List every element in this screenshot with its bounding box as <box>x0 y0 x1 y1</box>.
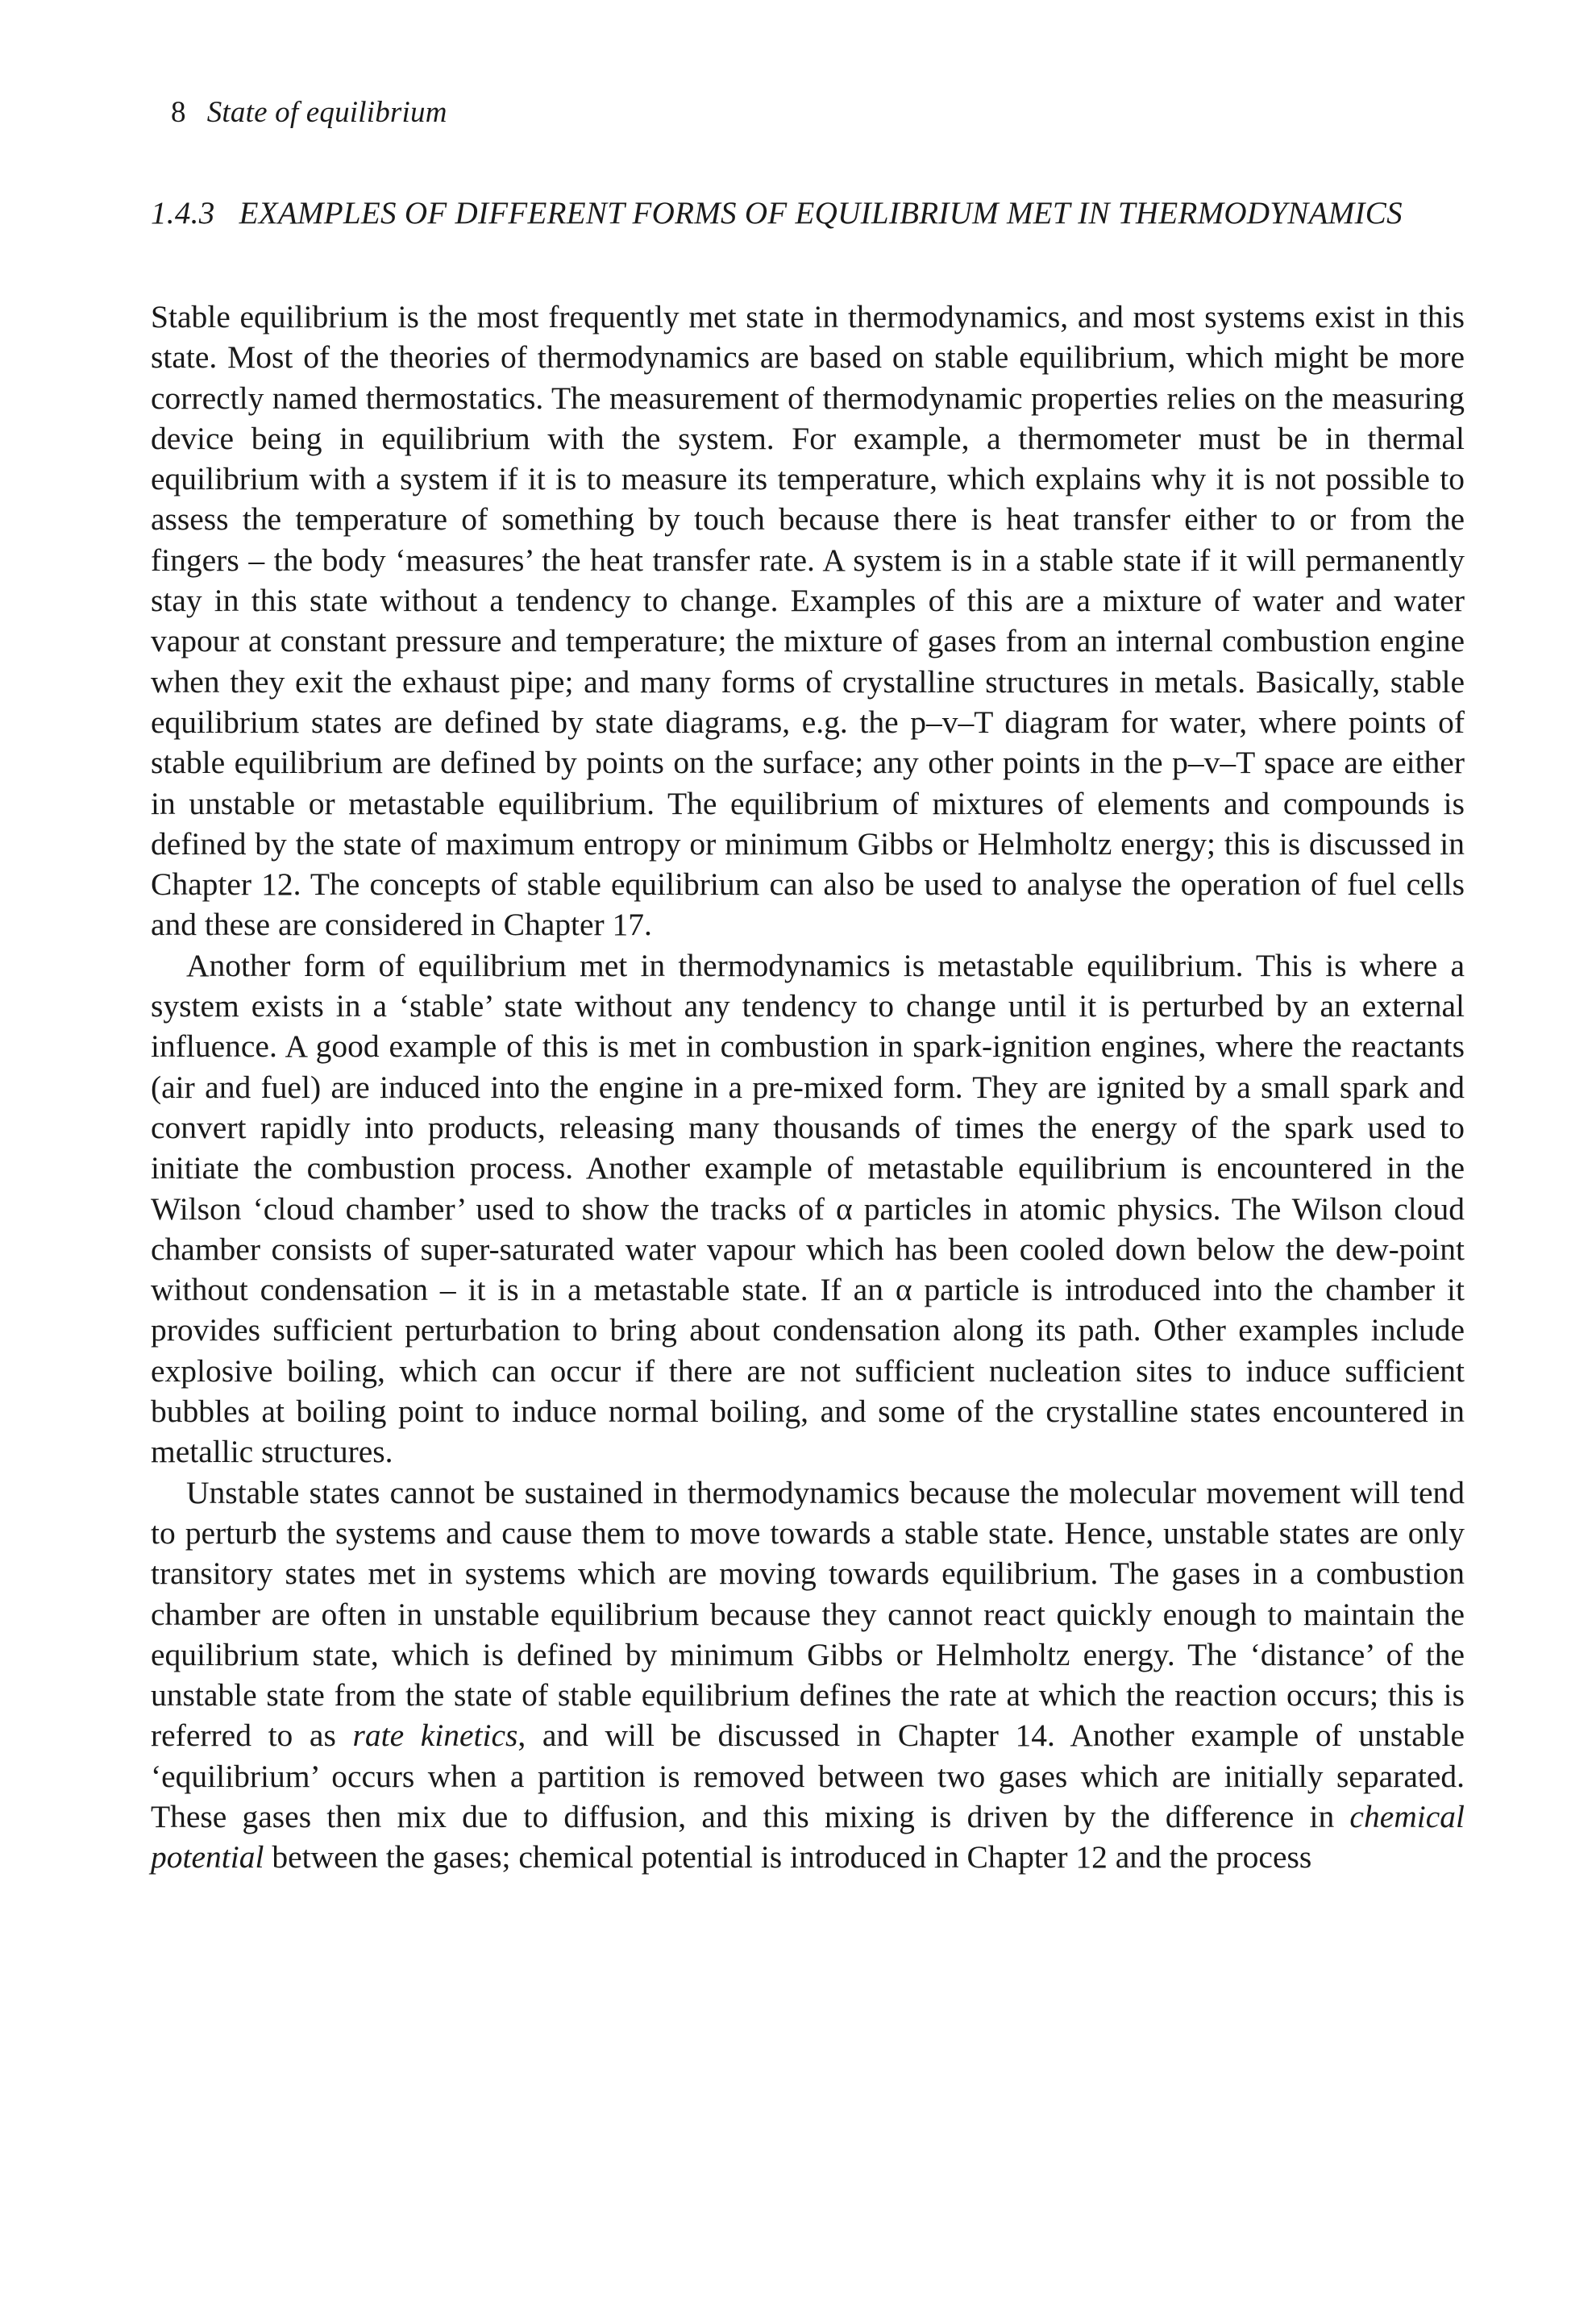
paragraph-unstable-states <box>151 1472 1465 1878</box>
section-title: EXAMPLES OF DIFFERENT FORMS OF EQUILIBRIUM MET IN THERMODYNAMICS <box>239 196 1403 231</box>
emphasis-rate-kinetics: rate kinetics <box>352 1718 518 1754</box>
paragraph-metastable-equilibrium: Another form of equilibrium met in thermodynamics is metastable equilibrium. This is where a system exists in a ‘stable’ state without any tendency to change until it is perturbed by an external influence. A good example of this is met in combustion in spark-ignition engines, where the reactants (air and fuel) are induced into the engine in a pre-mixed form. They are ignited by a small spark and convert rapidly into products, releasing many thousands of times the energy of the spark used to initiate the combustion process. Another example of metastable equilibrium is encountered in the Wilson ‘cloud chamber’ used to show the tracks of α particles in atomic physics. The Wilson cloud chamber consists of super-saturated water vapour which has been cooled down below the dew-point without condensation – it is in a metastable state. If an α particle is introduced into the chamber it provides sufficient perturbation to bring about condensation along its path. Other examples include explosive boiling, which can occur if there are not sufficient nucleation sites to induce sufficient bubbles at boiling point to induce normal boiling, and some of the crystalline states encountered in metallic structures. <box>151 947 1465 1470</box>
p3-text-mid: , and will be discussed in Chapter 14. Another example of unstable ‘equilibrium’ occurs when a partition is removed between two gases which are initially separated. These gases then mix due to diffusion, and this mixing is driven by the difference in <box>151 1718 1465 1834</box>
emphasis-chemical-potential: chemical potential <box>151 1798 1465 1875</box>
body-text <box>151 297 1465 1878</box>
page-number: 8 <box>171 96 186 129</box>
section-number: 1.4.3 <box>151 196 215 231</box>
section-heading <box>151 193 1473 234</box>
paragraph-stable-equilibrium: Stable equilibrium is the most frequently met state in thermodynamics, and most systems exist in this state. Most of the theories of thermodynamics are based on stable equilibrium, which might be more correctly named thermostatics. The measurement of thermodynamic properties relies on the measuring device being in equilibrium with the system. For example, a thermometer must be in thermal equilibrium with a system if it is to measure its temperature, which explains why it is not possible to assess the temperature of something by touch because there is heat transfer either to or from the fingers – the body ‘measures’ the heat transfer rate. A system is in a stable state if it will permanently stay in this state without a tendency to change. Examples of this are a mixture of water and water vapour at constant pressure and temperature; the mixture of gases from an internal combustion engine when they exit the exhaust pipe; and many forms of crystalline structures in metals. Basically, stable equilibrium states are defined by state diagrams, e.g. the p–v–T diagram for water, where points of stable equilibrium are defined by points on the surface; any other points in the p–v–T space are either in unstable or metastable equilibrium. The equilibrium of mixtures of elements and compounds is defined by the state of maximum entropy or minimum Gibbs or Helmholtz energy; this is discussed in Chapter 12. The concepts of stable equilibrium can also be used to analyse the operation of fuel cells and these are considered in Chapter 17. <box>151 299 1465 943</box>
chapter-title: State of equilibrium <box>206 96 447 129</box>
p3-text-before: Unstable states cannot be sustained in thermodynamics because the molecular movement will tend to perturb the systems and cause them to move towards a stable state. Hence, unstable states are only transitory states met in systems which are moving towards equilibrium. The gases in a combustion chamber are often in unstable equilibrium because they cannot react quickly enough to maintain the equilibrium state, which is defined by minimum Gibbs or Helmholtz energy. The ‘distance’ of the unstable state from the state of stable equilibrium defines the rate at which the reaction occurs; this is referred to as <box>151 1474 1465 1754</box>
p3-text-after: between the gases; chemical potential is introduced in Chapter 12 and the process <box>264 1839 1312 1875</box>
running-head <box>171 95 447 130</box>
